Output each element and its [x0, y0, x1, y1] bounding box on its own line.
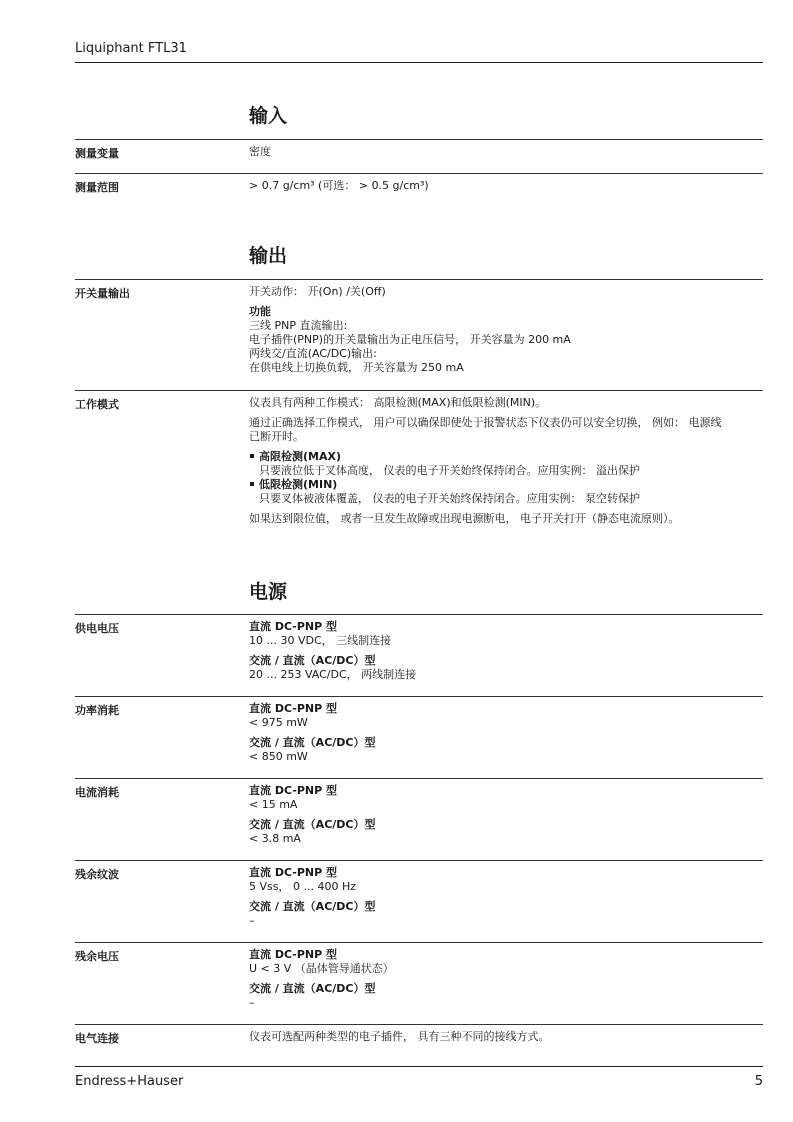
ac-type-value: < 850 mW	[249, 750, 308, 763]
min-title: 低限检测(MIN)	[259, 478, 338, 491]
switch-output-line: 在供电线上切换负载， 开关容量为 250 mA	[249, 361, 464, 374]
value-electrical-connection: 仪表可选配两种类型的电子插件， 具有三种不同的接线方式。	[249, 1030, 550, 1043]
page-number: 5	[754, 1074, 763, 1089]
dc-type-title: 直流 DC-PNP 型	[249, 620, 338, 633]
bullet-icon	[250, 454, 254, 458]
dc-type-title: 直流 DC-PNP 型	[249, 784, 338, 797]
row-divider	[75, 173, 763, 174]
max-title: 高限检测(MAX)	[259, 450, 341, 463]
label-residual-voltage: 残余电压	[75, 950, 119, 963]
ac-type-title: 交流 / 直流（AC/DC）型	[249, 654, 376, 667]
ac-type-value: < 3.8 mA	[249, 832, 301, 845]
label-electrical-connection: 电气连接	[75, 1032, 119, 1045]
switch-output-content	[249, 285, 759, 375]
ac-type-title: 交流 / 直流（AC/DC）型	[249, 818, 376, 831]
supply-voltage-content	[249, 620, 759, 682]
dc-type-value: U < 3 V （晶体管导通状态）	[249, 962, 394, 975]
ac-type-title: 交流 / 直流（AC/DC）型	[249, 900, 376, 913]
row-divider	[75, 139, 763, 140]
dc-type-value: 10 ... 30 VDC， 三线制连接	[249, 634, 392, 647]
row-divider	[75, 778, 763, 779]
switch-output-function-title: 功能	[249, 305, 271, 318]
row-divider	[75, 1024, 763, 1025]
ac-type-value: 20 ... 253 VAC/DC， 两线制连接	[249, 668, 417, 681]
min-description: 只要叉体被液体覆盖， 仪表的电子开关始终保持闭合。应用实例： 泵空转保护	[259, 492, 640, 505]
footer-brand: Endress+Hauser	[75, 1074, 184, 1089]
dc-type-title: 直流 DC-PNP 型	[249, 702, 338, 715]
row-divider	[75, 696, 763, 697]
footer-rule	[75, 1066, 763, 1067]
ac-type-title: 交流 / 直流（AC/DC）型	[249, 982, 376, 995]
label-supply-voltage: 供电电压	[75, 622, 119, 635]
document-header-title: Liquiphant FTL31	[75, 41, 187, 56]
switch-output-line: 开关动作： 开(On) /关(Off)	[249, 285, 386, 298]
bullet-max	[249, 450, 759, 464]
max-description: 只要液位低于叉体高度， 仪表的电子开关始终保持闭合。应用实例： 溢出保护	[259, 464, 640, 477]
section-title-power: 电源	[249, 581, 288, 603]
bullet-icon	[250, 482, 254, 486]
residual-ripple-content	[249, 866, 759, 928]
current-consumption-content	[249, 784, 759, 846]
dc-type-value: 5 Vss， 0 ... 400 Hz	[249, 880, 356, 893]
dc-type-value: < 975 mW	[249, 716, 308, 729]
section-title-input: 输入	[249, 105, 288, 127]
operating-mode-line: 已断开时。	[249, 430, 304, 443]
row-divider	[75, 942, 763, 943]
row-divider	[75, 860, 763, 861]
value-measured-variable: 密度	[249, 145, 271, 158]
label-operating-mode: 工作模式	[75, 398, 119, 411]
label-switch-output: 开关量输出	[75, 287, 130, 300]
operating-mode-line: 通过正确选择工作模式， 用户可以确保即使处于报警状态下仪表仍可以安全切换， 例如： 电源线	[249, 416, 722, 429]
row-divider	[75, 279, 763, 280]
dc-type-value: < 15 mA	[249, 798, 298, 811]
row-divider	[75, 390, 763, 391]
label-residual-ripple: 残余纹波	[75, 868, 119, 881]
header-rule	[75, 62, 763, 63]
switch-output-line: 两线交/直流(AC/DC)输出:	[249, 347, 377, 360]
label-measuring-range: 测量范围	[75, 181, 119, 194]
label-current-consumption: 电流消耗	[75, 786, 119, 799]
switch-output-line: 电子插件(PNP)的开关量输出为正电压信号， 开关容量为 200 mA	[249, 333, 571, 346]
switch-output-line: 三线 PNP 直流输出:	[249, 319, 348, 332]
operating-mode-content	[249, 396, 759, 526]
bullet-min	[249, 478, 759, 492]
ac-type-title: 交流 / 直流（AC/DC）型	[249, 736, 376, 749]
label-power-consumption: 功率消耗	[75, 704, 119, 717]
dc-type-title: 直流 DC-PNP 型	[249, 866, 338, 879]
operating-mode-line: 如果达到限位值， 或者一旦发生故障或出现电源断电， 电子开关打开（静态电流原则）。	[249, 512, 680, 525]
section-title-output: 输出	[249, 245, 288, 267]
ac-type-value: –	[249, 914, 255, 927]
operating-mode-line: 仪表具有两种工作模式： 高限检测(MAX)和低限检测(MIN)。	[249, 396, 547, 409]
residual-voltage-content	[249, 948, 759, 1010]
row-divider	[75, 614, 763, 615]
dc-type-title: 直流 DC-PNP 型	[249, 948, 338, 961]
ac-type-value: –	[249, 996, 255, 1009]
power-consumption-content	[249, 702, 759, 764]
label-measured-variable: 测量变量	[75, 147, 119, 160]
value-measuring-range: > 0.7 g/cm³ (可选： > 0.5 g/cm³)	[249, 179, 429, 192]
